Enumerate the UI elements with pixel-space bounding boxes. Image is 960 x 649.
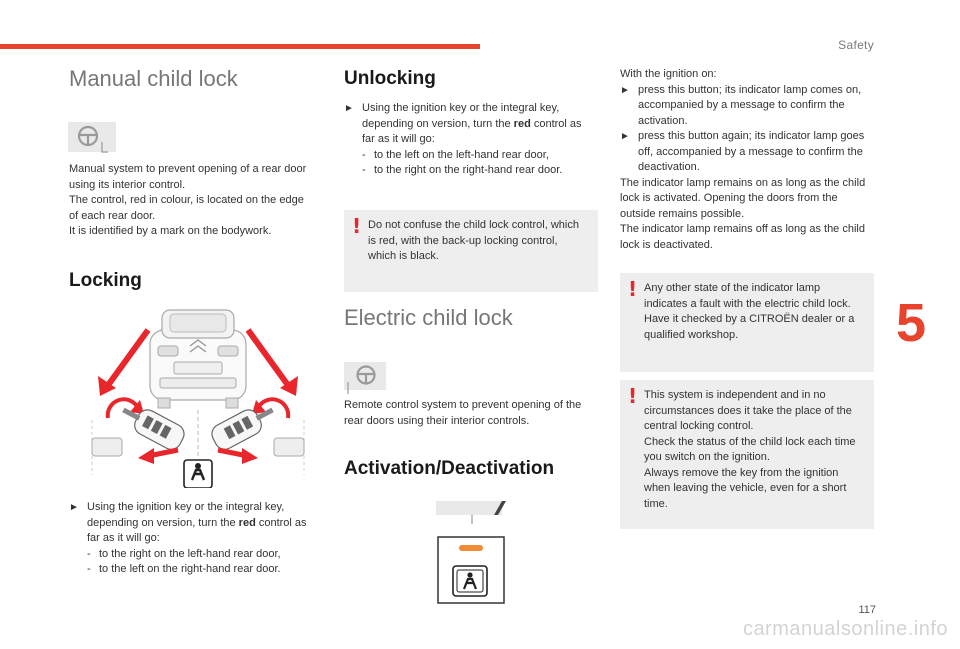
steering-wheel-icon [68, 122, 116, 156]
pointer-triangle-icon: ► [620, 131, 630, 142]
electric-instructions [620, 67, 872, 253]
watermark: carmanualsonline.info [742, 618, 948, 640]
steering-wheel-icon [436, 501, 506, 525]
child-lock-illustration [78, 300, 318, 488]
locking-instructions [69, 500, 317, 578]
ignition-intro: With the ignition on: [620, 68, 717, 80]
activation-step [620, 83, 872, 130]
exclamation-icon: ! [628, 384, 638, 408]
locking-step [69, 500, 317, 547]
unlocking-sub-text: to the right on the right-hand rear door. [374, 164, 563, 176]
chapter-number: 5 [896, 293, 927, 353]
manual-intro-line: It is identified by a mark on the bodywork. [69, 225, 272, 237]
steering-wheel-icon [344, 362, 386, 396]
unlocking-step-post: control as far as it will go: [362, 117, 582, 145]
locking-sub-text: to the left on the right-hand rear door. [99, 563, 281, 575]
warning-box-confuse [344, 210, 598, 292]
warning-box-fault [620, 273, 874, 372]
locking-step-bold: red [238, 516, 256, 529]
unlocking-step-pre: Using the ignition key or the integral key, depending on version, turn the [362, 102, 560, 130]
child-lock-button-icon [437, 536, 505, 604]
electric-intro: Remote control system to prevent opening of the rear doors using their interior controls. [344, 399, 582, 427]
unlocking-sub-item: - to the left on the left-hand rear door, [362, 148, 549, 161]
header-accent-bar [0, 44, 480, 49]
pointer-triangle-icon: ► [69, 502, 79, 513]
activation-step-text: press this button; its indicator lamp comes on, accompanied by a message to confirm the activation. [638, 83, 862, 127]
lamp-off-paragraph: The indicator lamp remains off as long as the child lock is deactivated. [620, 223, 865, 251]
lamp-on-paragraph: The indicator lamp remains on as long as the child lock is activated. Opening the doors from the outside remains possible. [620, 176, 866, 220]
exclamation-icon: ! [628, 277, 638, 301]
locking-sub-text: to the right on the left-hand rear door, [99, 547, 281, 560]
unlocking-step [344, 101, 594, 148]
warning-box-independent [620, 380, 874, 529]
manual-intro-line: The control, red in colour, is located on the edge of each rear door. [69, 194, 304, 222]
warning-text: Check the status of the child lock each time you switch on the ignition. [644, 435, 856, 463]
locking-sub-item: - to the left on the right-hand rear door. [87, 563, 281, 575]
manual-child-lock-title: Manual child lock [69, 66, 238, 91]
warning-text: This system is independent and in no circumstances does it take the place of the central locking control. [644, 389, 852, 432]
unlocking-instructions [344, 101, 594, 179]
warning-text: Do not confuse the child lock control, which is red, with the back-up locking control, which is black. [368, 219, 579, 262]
exclamation-icon: ! [352, 214, 362, 238]
unlocking-step-bold: red [513, 117, 531, 130]
page-number: 117 [858, 604, 876, 616]
activation-title: Activation/Deactivation [344, 458, 555, 479]
locking-step-pre: Using the ignition key or the integral key, depending on version, turn the [87, 501, 285, 529]
manual-intro [69, 162, 309, 240]
pointer-triangle-icon: ► [344, 103, 354, 114]
warning-text: Any other state of the indicator lamp indicates a fault with the electric child lock. Have it checked by a CITROËN dealer or a qualified workshop. [644, 282, 855, 341]
unlocking-sub-text: to the left on the left-hand rear door, [374, 148, 549, 161]
unlocking-title: Unlocking [344, 68, 436, 89]
electric-child-lock-title: Electric child lock [344, 305, 513, 330]
section-label: Safety [838, 38, 874, 52]
unlocking-sub-item: - to the right on the right-hand rear door. [362, 164, 563, 176]
locking-step-post: control as far as it will go: [87, 516, 307, 544]
manual-intro-line: Manual system to prevent opening of a rear door using its interior control. [69, 163, 307, 191]
warning-text: Always remove the key from the ignition when leaving the vehicle, even for a short time. [644, 466, 847, 510]
locking-title: Locking [69, 270, 142, 291]
deactivation-step [620, 129, 872, 176]
locking-sub-item: - to the right on the left-hand rear door, [87, 547, 281, 560]
deactivation-step-text: press this button again; its indicator lamp goes off, accompanied by a message to confirm the deactivation. [638, 130, 865, 173]
pointer-triangle-icon: ► [620, 84, 630, 96]
